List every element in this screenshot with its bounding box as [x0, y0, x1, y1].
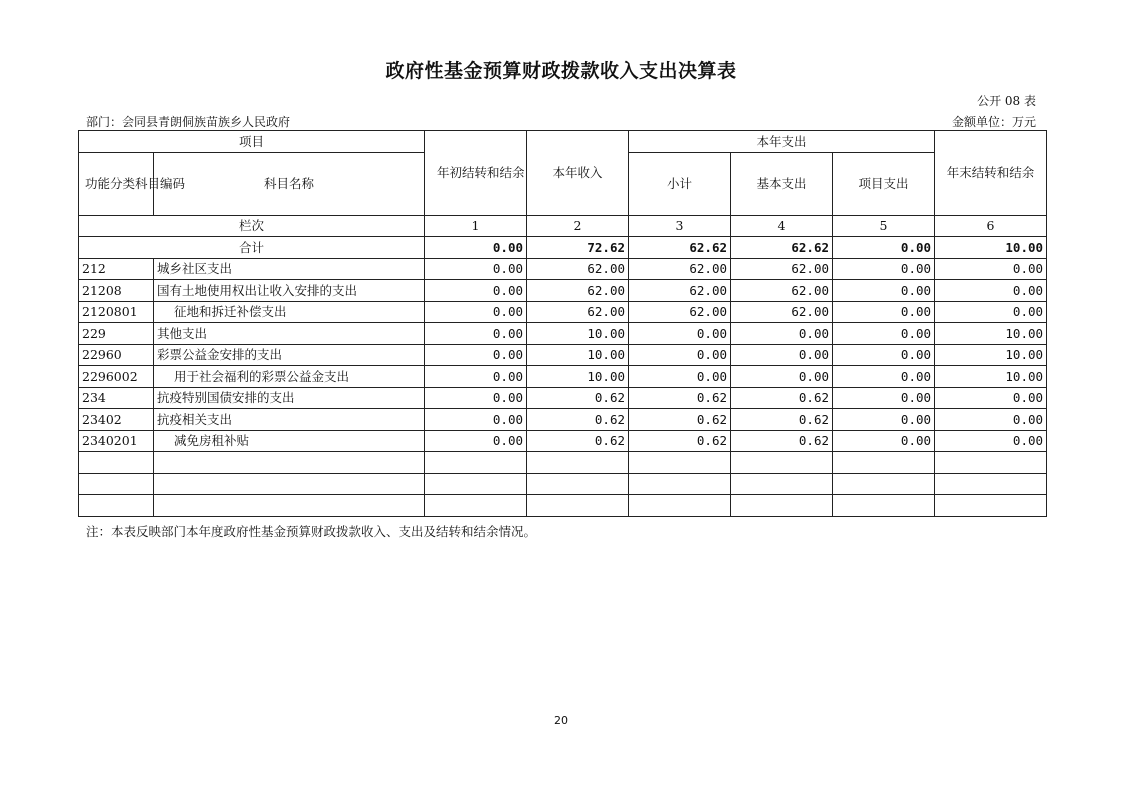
amount-cell: 0.00 [833, 344, 935, 366]
amount-cell: 0.00 [425, 301, 527, 323]
subject-name: 减免房租补贴 [154, 430, 425, 452]
subject-code: 21208 [79, 280, 154, 302]
header-expense: 本年支出 [629, 131, 935, 153]
amount-cell: 0.62 [527, 409, 629, 431]
amount-cell: 0.00 [629, 344, 731, 366]
amount-cell: 10.00 [935, 323, 1047, 345]
header-subtotal: 小计 [629, 152, 731, 215]
amount-cell: 0.00 [833, 430, 935, 452]
col-num: 4 [731, 215, 833, 237]
amount-cell: 0.00 [833, 301, 935, 323]
header-project: 项目支出 [833, 152, 935, 215]
amount-cell: 0.00 [425, 258, 527, 280]
amount-cell: 0.00 [833, 409, 935, 431]
header-basic: 基本支出 [731, 152, 833, 215]
amount-cell: 0.00 [425, 409, 527, 431]
table-row [79, 280, 1047, 302]
amount-cell: 0.62 [731, 387, 833, 409]
table-row [79, 366, 1047, 388]
col-index-label: 栏次 [79, 215, 425, 237]
table-row [79, 258, 1047, 280]
amount-cell: 0.00 [731, 344, 833, 366]
header-subject-name: 科目名称 [154, 152, 425, 215]
unit-label: 金额单位：万元 [951, 115, 1036, 129]
subject-name: 征地和拆迁补偿支出 [154, 301, 425, 323]
budget-table [78, 130, 1047, 517]
total-row [79, 237, 1047, 259]
amount-cell: 62.00 [629, 258, 731, 280]
amount-cell: 10.00 [527, 366, 629, 388]
empty-row [79, 495, 1047, 517]
amount-cell: 0.00 [935, 387, 1047, 409]
total-cell: 0.00 [833, 237, 935, 259]
amount-cell: 62.00 [629, 301, 731, 323]
amount-cell: 0.62 [629, 409, 731, 431]
amount-cell: 62.00 [527, 258, 629, 280]
amount-cell: 0.62 [629, 387, 731, 409]
amount-cell: 62.00 [629, 280, 731, 302]
subject-code: 234 [79, 387, 154, 409]
amount-cell: 10.00 [527, 323, 629, 345]
col-num: 6 [935, 215, 1047, 237]
subject-code: 22960 [79, 344, 154, 366]
amount-cell: 62.00 [527, 280, 629, 302]
table-row [79, 323, 1047, 345]
header-begin-balance: 年初结转和结余 [425, 131, 527, 216]
amount-cell: 0.00 [935, 430, 1047, 452]
subject-name: 其他支出 [154, 323, 425, 345]
header-func-code: 功能分类科目编码 [79, 152, 154, 215]
amount-cell: 0.00 [731, 323, 833, 345]
total-cell: 10.00 [935, 237, 1047, 259]
empty-row [79, 452, 1047, 474]
amount-cell: 0.00 [833, 323, 935, 345]
amount-cell: 10.00 [935, 344, 1047, 366]
amount-cell: 0.00 [425, 430, 527, 452]
amount-cell: 0.62 [527, 430, 629, 452]
amount-cell: 0.62 [731, 430, 833, 452]
table-row [79, 387, 1047, 409]
amount-cell: 0.00 [833, 387, 935, 409]
amount-cell: 0.00 [425, 344, 527, 366]
amount-cell: 0.00 [629, 366, 731, 388]
header-income: 本年收入 [527, 131, 629, 216]
amount-cell: 10.00 [527, 344, 629, 366]
amount-cell: 0.00 [425, 280, 527, 302]
amount-cell: 0.62 [629, 430, 731, 452]
subject-code: 212 [79, 258, 154, 280]
amount-cell: 0.00 [425, 387, 527, 409]
subject-name: 用于社会福利的彩票公益金支出 [154, 366, 425, 388]
amount-cell: 0.00 [935, 409, 1047, 431]
amount-cell: 62.00 [731, 301, 833, 323]
amount-cell: 0.00 [629, 323, 731, 345]
table-row [79, 430, 1047, 452]
amount-cell: 0.00 [425, 366, 527, 388]
amount-cell: 62.00 [731, 280, 833, 302]
total-label: 合计 [79, 237, 425, 259]
page-number: 20 [554, 714, 568, 727]
subject-name: 彩票公益金安排的支出 [154, 344, 425, 366]
subject-code: 2296002 [79, 366, 154, 388]
table-header [79, 131, 1047, 259]
col-num: 2 [527, 215, 629, 237]
col-num: 3 [629, 215, 731, 237]
total-cell: 62.62 [731, 237, 833, 259]
amount-cell: 0.00 [935, 301, 1047, 323]
amount-cell: 0.00 [425, 323, 527, 345]
amount-cell: 0.00 [833, 366, 935, 388]
subject-name: 国有土地使用权出让收入安排的支出 [154, 280, 425, 302]
amount-cell: 0.62 [731, 409, 833, 431]
subject-code: 2340201 [79, 430, 154, 452]
amount-cell: 0.62 [527, 387, 629, 409]
amount-cell: 0.00 [935, 280, 1047, 302]
department-label: 部门：会同县青朗侗族苗族乡人民政府 [86, 115, 291, 129]
header-end-balance: 年末结转和结余 [935, 131, 1047, 216]
amount-cell: 0.00 [935, 258, 1047, 280]
total-cell: 62.62 [629, 237, 731, 259]
header-item: 项目 [79, 131, 425, 153]
amount-cell: 10.00 [935, 366, 1047, 388]
col-num: 1 [425, 215, 527, 237]
table-body [79, 258, 1047, 452]
col-num: 5 [833, 215, 935, 237]
table-row [79, 301, 1047, 323]
amount-cell: 62.00 [731, 258, 833, 280]
total-cell: 72.62 [527, 237, 629, 259]
table-row [79, 409, 1047, 431]
subject-name: 抗疫特别国债安排的支出 [154, 387, 425, 409]
report-title: 政府性基金预算财政拨款收入支出决算表 [385, 60, 737, 82]
subject-name: 抗疫相关支出 [154, 409, 425, 431]
amount-cell: 0.00 [833, 280, 935, 302]
subject-code: 23402 [79, 409, 154, 431]
table-row [79, 344, 1047, 366]
empty-rows [79, 452, 1047, 517]
amount-cell: 62.00 [527, 301, 629, 323]
form-number: 公开 08 表 [977, 94, 1036, 108]
subject-code: 229 [79, 323, 154, 345]
subject-name: 城乡社区支出 [154, 258, 425, 280]
subject-code: 2120801 [79, 301, 154, 323]
amount-cell: 0.00 [731, 366, 833, 388]
footnote: 注：本表反映部门本年度政府性基金预算财政拨款收入、支出及结转和结余情况。 [86, 524, 537, 539]
amount-cell: 0.00 [833, 258, 935, 280]
empty-row [79, 473, 1047, 495]
total-cell: 0.00 [425, 237, 527, 259]
